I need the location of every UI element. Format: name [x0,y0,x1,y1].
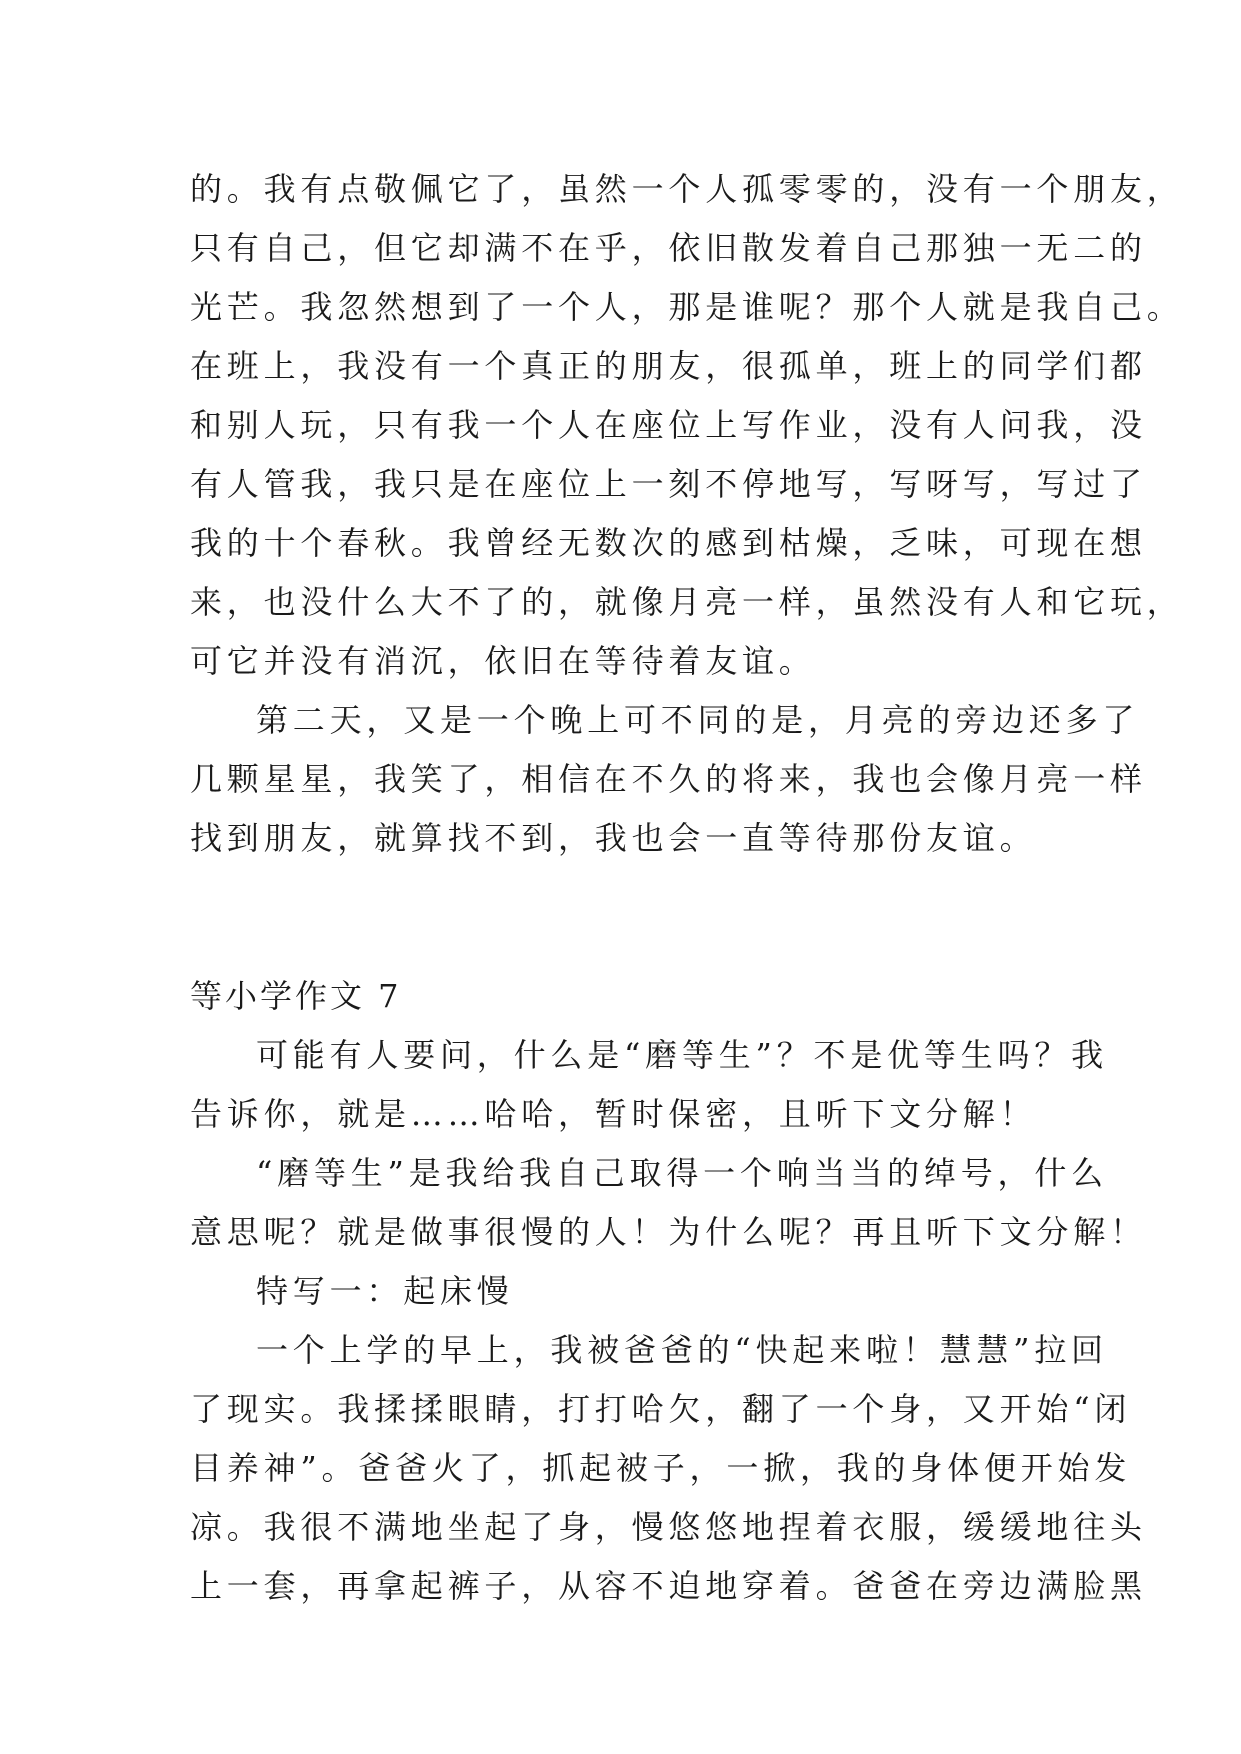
document-body [190,160,1184,1616]
text-line: 意思呢？就是做事很慢的人！为什么呢？再且听下文分解！ [190,1213,1147,1251]
paragraph-next-day [190,691,1147,868]
text-line: 来，也没什么大不了的，就像月亮一样，虽然没有人和它玩， [190,583,1184,621]
text-line: 的。我有点敬佩它了，虽然一个人孤零零的，没有一个朋友， [190,170,1184,208]
text-line: 目养神”。爸爸火了，抓起被子，一掀，我的身体便开始发 [190,1449,1132,1487]
text-line: 和别人玩，只有我一个人在座位上写作业，没有人问我，没 [190,406,1147,444]
text-line: 只有自己，但它却满不在乎，依旧散发着自己那独一无二的 [190,229,1147,267]
text-line: 几颗星星，我笑了，相信在不久的将来，我也会像月亮一样 [190,760,1147,798]
paragraph-intro-question [190,1026,1108,1144]
paragraph-getting-up [190,1321,1147,1616]
section-title: 等小学作文 7 [190,977,402,1015]
text-line: 光芒。我忽然想到了一个人，那是谁呢？那个人就是我自己。 [190,288,1184,326]
text-line: 了现实。我揉揉眼睛，打打哈欠，翻了一个身，又开始“闭 [190,1390,1132,1428]
paragraph-moon-reflection [190,160,1184,691]
subheading: 特写一：起床慢 [256,1272,514,1310]
text-line: 一个上学的早上，我被爸爸的“快起来啦！慧慧”拉回 [256,1331,1108,1369]
text-line: 可能有人要问，什么是“磨等生”？不是优等生吗？我 [256,1036,1108,1074]
text-line: 找到朋友，就算找不到，我也会一直等待那份友谊。 [190,819,1037,857]
text-line: 我的十个春秋。我曾经无数次的感到枯燥，乏味，可现在想 [190,524,1147,562]
text-line: 上一套，再拿起裤子，从容不迫地穿着。爸爸在旁边满脸黑 [190,1567,1147,1605]
text-line: 第二天，又是一个晚上可不同的是，月亮的旁边还多了 [256,701,1140,739]
text-line: 在班上，我没有一个真正的朋友，很孤单，班上的同学们都 [190,347,1147,385]
paragraph-nickname [190,1144,1147,1262]
text-line: 告诉你，就是……哈哈，暂时保密，且听下文分解！ [190,1095,1037,1133]
text-line: 凉。我很不满地坐起了身，慢悠悠地捏着衣服，缓缓地往头 [190,1508,1147,1546]
text-line: 可它并没有消沉，依旧在等待着友谊。 [190,642,816,680]
text-line: 有人管我，我只是在座位上一刻不停地写，写呀写，写过了 [190,465,1147,503]
text-line: “磨等生”是我给我自己取得一个响当当的绰号，什么 [256,1154,1108,1192]
section-gap [190,868,1070,967]
